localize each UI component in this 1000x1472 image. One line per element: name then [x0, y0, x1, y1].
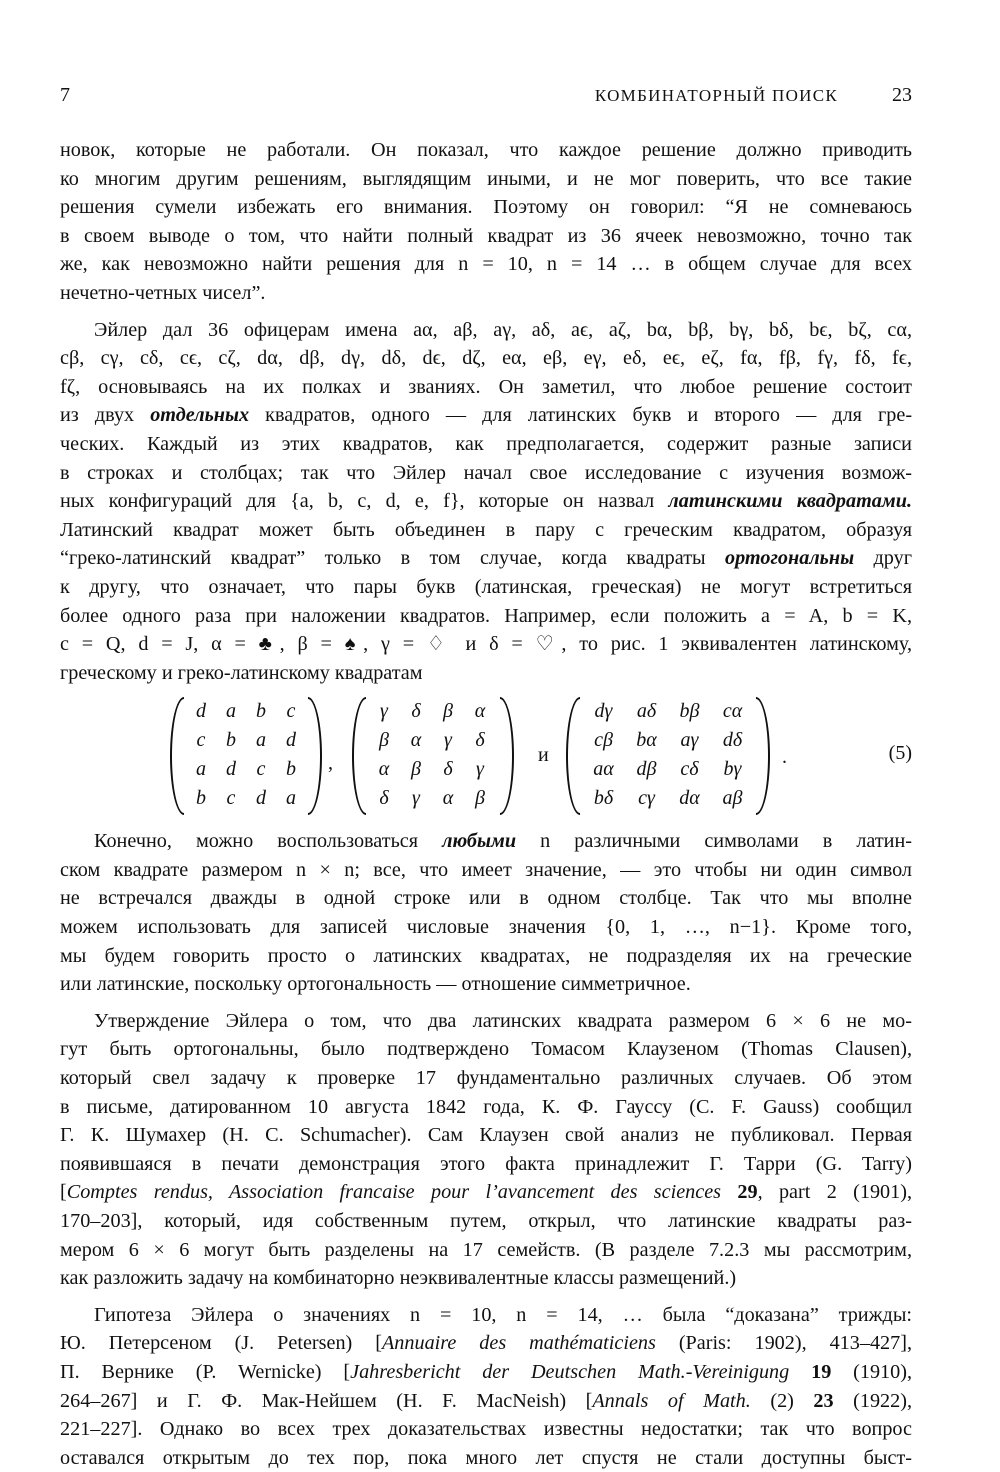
text-line: Гипотеза Эйлера о значениях n = 10, n = 14, … была “доказана” трижды:: [94, 1303, 912, 1326]
matrix-cell: γ: [476, 758, 484, 781]
matrix-cell: γ: [380, 700, 388, 723]
matrix-cell: γ: [412, 787, 420, 810]
text-line: ко многим другим решениям, выглядящим иными, и не мог поверить, что все такие: [60, 167, 912, 190]
text-line: не встречался дважды в одной строке или в одном столбце. Так что мы вполне: [60, 887, 912, 910]
left-paren: [170, 697, 184, 815]
text-line: [60, 487, 912, 516]
matrix-cell: α: [410, 729, 422, 752]
matrix-cell: bγ: [723, 758, 742, 781]
text-fragment: ных конфигураций для {a, b, c, d, e, f}, которые он назвал: [60, 490, 655, 513]
chapter-number: 7: [60, 84, 70, 106]
running-header: [60, 84, 912, 114]
matrix-cell: d: [256, 787, 266, 810]
text-line: 221–227]. Однако во всех трех доказательствах известны недостатки; так что вопрос: [60, 1418, 912, 1441]
text-line: гут быть ортогональны, было подтверждено Томасом Клаузеном (Thomas Clausen),: [60, 1038, 912, 1061]
matrix-cell: bδ: [593, 787, 614, 810]
matrix-cell: β: [443, 700, 453, 723]
citation-title: Jahresbericht der Deutschen Math.-Vereinigung: [350, 1360, 790, 1383]
text-fragment: из двух: [60, 404, 135, 427]
emphasis-latin-squares: латинскими квадратами.: [668, 490, 913, 513]
running-title: КОМБИНАТОРНЫЙ ПОИСК: [594, 86, 838, 105]
equation-number: (5): [888, 742, 912, 765]
matrix-cell: β: [475, 787, 485, 810]
text-fragment: П. Вернике (P. Wernicke) [: [60, 1360, 351, 1383]
matrix-cell: dα: [679, 787, 700, 810]
text-line: к другу, что означает, что пары букв (латинская, греческая) не могут встретиться: [60, 575, 912, 598]
matrix-cell: dγ: [594, 700, 613, 723]
text-line: Эйлер дал 36 офицерам имена aα, aβ, aγ, aδ, aϵ, aζ, bα, bβ, bγ, bδ, bϵ, bζ, cα,: [94, 318, 912, 341]
matrix-cell: d: [196, 700, 206, 723]
text-fragment: (Paris: 1902), 413–427],: [678, 1332, 912, 1355]
matrix-cell: cγ: [638, 787, 655, 810]
matrix-cell: aα: [593, 758, 614, 781]
text-line: [60, 827, 912, 856]
text-line: [60, 1358, 912, 1387]
text-line: появившаяся в печати демонстрация этого факта принадлежит Г. Тарри (G. Tarry): [60, 1152, 912, 1175]
text-fragment: 264–267] и Г. Ф. Мак-Нейшем (H. F. MacNeish) [: [60, 1389, 593, 1412]
matrix-cell: d: [226, 758, 236, 781]
text-fragment: “греко-латинский квадрат” только в том случае, когда квадраты: [60, 547, 706, 570]
volume-number: 29: [737, 1181, 758, 1204]
volume-number: 23: [813, 1389, 834, 1412]
matrix-cell: aβ: [722, 787, 743, 810]
text-line: [60, 1329, 912, 1358]
text-line: оставался открытым до тех пор, пока много лет спустя не стали доступны быст-: [60, 1446, 912, 1469]
matrix-cell: b: [196, 787, 206, 810]
greco-latin-square-matrix: [566, 697, 770, 815]
volume-number: 19: [811, 1360, 832, 1383]
matrix-cell: c: [226, 787, 236, 810]
text-fragment: (1910),: [853, 1360, 913, 1383]
period: .: [782, 746, 787, 769]
matrix-cell: cα: [722, 700, 743, 723]
matrix-cell: c: [196, 729, 206, 752]
text-fragment: , part 2 (1901),: [757, 1181, 912, 1204]
text-line: Утверждение Эйлера о том, что два латинских квадрата размером 6 × 6 не мо-: [94, 1009, 912, 1032]
equation-5: [60, 693, 912, 821]
matrix-table: [186, 697, 306, 813]
matrix-cell: a: [196, 758, 206, 781]
text-line: Г. К. Шумахер (H. C. Schumacher). Сам Клаузен свой анализ не публиковал. Первая: [60, 1124, 912, 1147]
matrix-cell: δ: [443, 758, 453, 781]
matrix-cell: cβ: [594, 729, 613, 752]
matrix-cell: c: [256, 758, 266, 781]
text-line: нечетно-четных чисел”.: [60, 281, 266, 304]
text-fragment: квадратов, одного — для латинских букв и второго — для гре-: [265, 404, 913, 427]
matrix-cell: β: [379, 729, 389, 752]
right-paren: [500, 697, 514, 815]
matrix-cell: aγ: [680, 729, 699, 752]
text-line: cβ, cγ, cδ, cϵ, cζ, dα, dβ, dγ, dδ, dϵ, dζ, eα, eβ, eγ, eδ, eϵ, eζ, fα, fβ, fγ, fδ, fϵ,: [60, 347, 912, 370]
text-line: как разложить задачу на комбинаторно неэквивалентные классы размещений.): [60, 1267, 737, 1290]
matrix-cell: α: [474, 700, 486, 723]
matrix-cell: δ: [379, 787, 389, 810]
text-line: c = Q, d = J, α = ♣, β = ♠, γ = ♢ и δ = ♡, то рис. 1 эквивалентен латинскому,: [60, 633, 912, 656]
matrix-cell: δ: [411, 700, 421, 723]
greek-square-matrix: [352, 697, 514, 815]
right-paren: [756, 697, 770, 815]
matrix-cell: a: [256, 729, 266, 752]
text-line: греческому и греко-латинскому квадратам: [60, 661, 423, 684]
emphasis-orthogonal: ортогональны: [725, 547, 855, 570]
paragraph-2: [60, 316, 912, 688]
page-number: 23: [892, 84, 912, 106]
text-line: [60, 544, 912, 573]
text-line: мером 6 × 6 могут быть разделены на 17 семейств. (В разделе 7.2.3 мы рассмотрим,: [60, 1238, 912, 1261]
emphasis-separate: отдельных: [150, 404, 250, 427]
body-text: [60, 136, 912, 1472]
matrix-cell: a: [226, 700, 236, 723]
paragraph-5: [60, 1301, 912, 1472]
matrix-cell: cδ: [680, 758, 699, 781]
matrix-cell: β: [411, 758, 421, 781]
and-word: и: [538, 744, 549, 767]
text-line: 170–203], который, идя собственным путем, открыл, что латинские квадраты раз-: [60, 1210, 912, 1232]
left-paren: [352, 697, 366, 815]
text-fragment: Ю. Петерсеном (J. Petersen) [: [60, 1332, 382, 1355]
text-line: ском квадрате размером n × n; все, что имеет значение, — это чтобы ни один символ: [60, 858, 912, 881]
text-fragment: друг: [873, 547, 913, 570]
paragraph-4: [60, 1007, 912, 1293]
matrix-cell: dδ: [722, 729, 743, 752]
text-line: мы будем говорить просто о латинских квадратах, не подразделяя их на греческие: [60, 944, 912, 967]
matrix-cell: b: [226, 729, 236, 752]
right-paren: [308, 697, 322, 815]
text-line: же, как невозможно найти решения для n = 10, n = 14 … в общем случае для всех: [60, 253, 912, 276]
text-fragment: (2): [770, 1389, 794, 1412]
comma: ,: [328, 752, 333, 775]
text-line: более одного раза при наложении квадратов. Например, если положить a = A, b = K,: [60, 604, 912, 627]
text-line: можем использовать для записей числовые значения {0, 1, …, n−1}. Кроме того,: [60, 916, 912, 939]
text-line: новок, которые не работали. Он показал, что каждое решение должно приводить: [60, 139, 912, 161]
text-line: fζ, основываясь на их полках и званиях. Он заметил, что любое решение состоит: [60, 375, 912, 398]
paragraph-3: [60, 827, 912, 999]
text-line: или латинские, поскольку ортогональность — отношение симметричное.: [60, 973, 691, 996]
matrix-cell: δ: [475, 729, 485, 752]
latin-square-matrix: [170, 697, 322, 815]
text-line: в строках и столбцах; так что Эйлер начал свое исследование с изучения возмож-: [60, 461, 912, 484]
text-line: Латинский квадрат может быть объединен в пару с греческим квадратом, образуя: [60, 518, 912, 541]
text-fragment: Конечно, можно воспользоваться: [94, 830, 419, 853]
matrix-cell: b: [256, 700, 266, 723]
matrix-cell: bβ: [679, 700, 700, 723]
text-fragment: [: [60, 1181, 67, 1204]
matrix-cell: a: [286, 787, 296, 810]
emphasis-any: любыми: [442, 830, 517, 853]
citation-title: Comptes rendus, Association francaise pour l’avancement des sciences: [66, 1181, 722, 1204]
text-line: [60, 401, 912, 430]
text-line: решения сумели избежать его внимания. Поэтому он говорил: “Я не сомневаюсь: [60, 196, 912, 219]
matrix-table: [582, 697, 754, 813]
matrix-cell: c: [286, 700, 296, 723]
matrix-table: [368, 697, 496, 813]
matrix-cell: α: [378, 758, 390, 781]
matrix-cell: γ: [444, 729, 452, 752]
left-paren: [566, 697, 580, 815]
matrix-cell: α: [442, 787, 454, 810]
citation-title: Annuaire des mathématiciens: [381, 1332, 656, 1355]
text-line: в письме, датированном 10 августа 1842 года, К. Ф. Гауссу (C. F. Gauss) сообщил: [60, 1095, 912, 1118]
matrix-cell: bα: [636, 729, 657, 752]
text-line: ческих. Каждый из этих квадратов, как предполагается, содержит разные записи: [60, 432, 912, 455]
text-line: [60, 1387, 912, 1416]
citation-title: Annals of Math.: [592, 1389, 751, 1412]
matrix-cell: b: [286, 758, 296, 781]
text-fragment: (1922),: [853, 1389, 913, 1412]
matrix-cell: d: [286, 729, 296, 752]
text-line: который свел задачу к проверке 17 фундаментально различных случаев. Об этом: [60, 1067, 912, 1090]
matrix-cell: dβ: [636, 758, 657, 781]
text-line: в своем выводе о том, что найти полный квадрат из 36 ячеек невозможно, точно так: [60, 224, 912, 247]
text-line: [60, 1178, 912, 1207]
matrix-cell: aδ: [636, 700, 657, 723]
text-fragment: n различными символами в латин-: [540, 830, 913, 853]
paragraph-1: [60, 136, 912, 308]
